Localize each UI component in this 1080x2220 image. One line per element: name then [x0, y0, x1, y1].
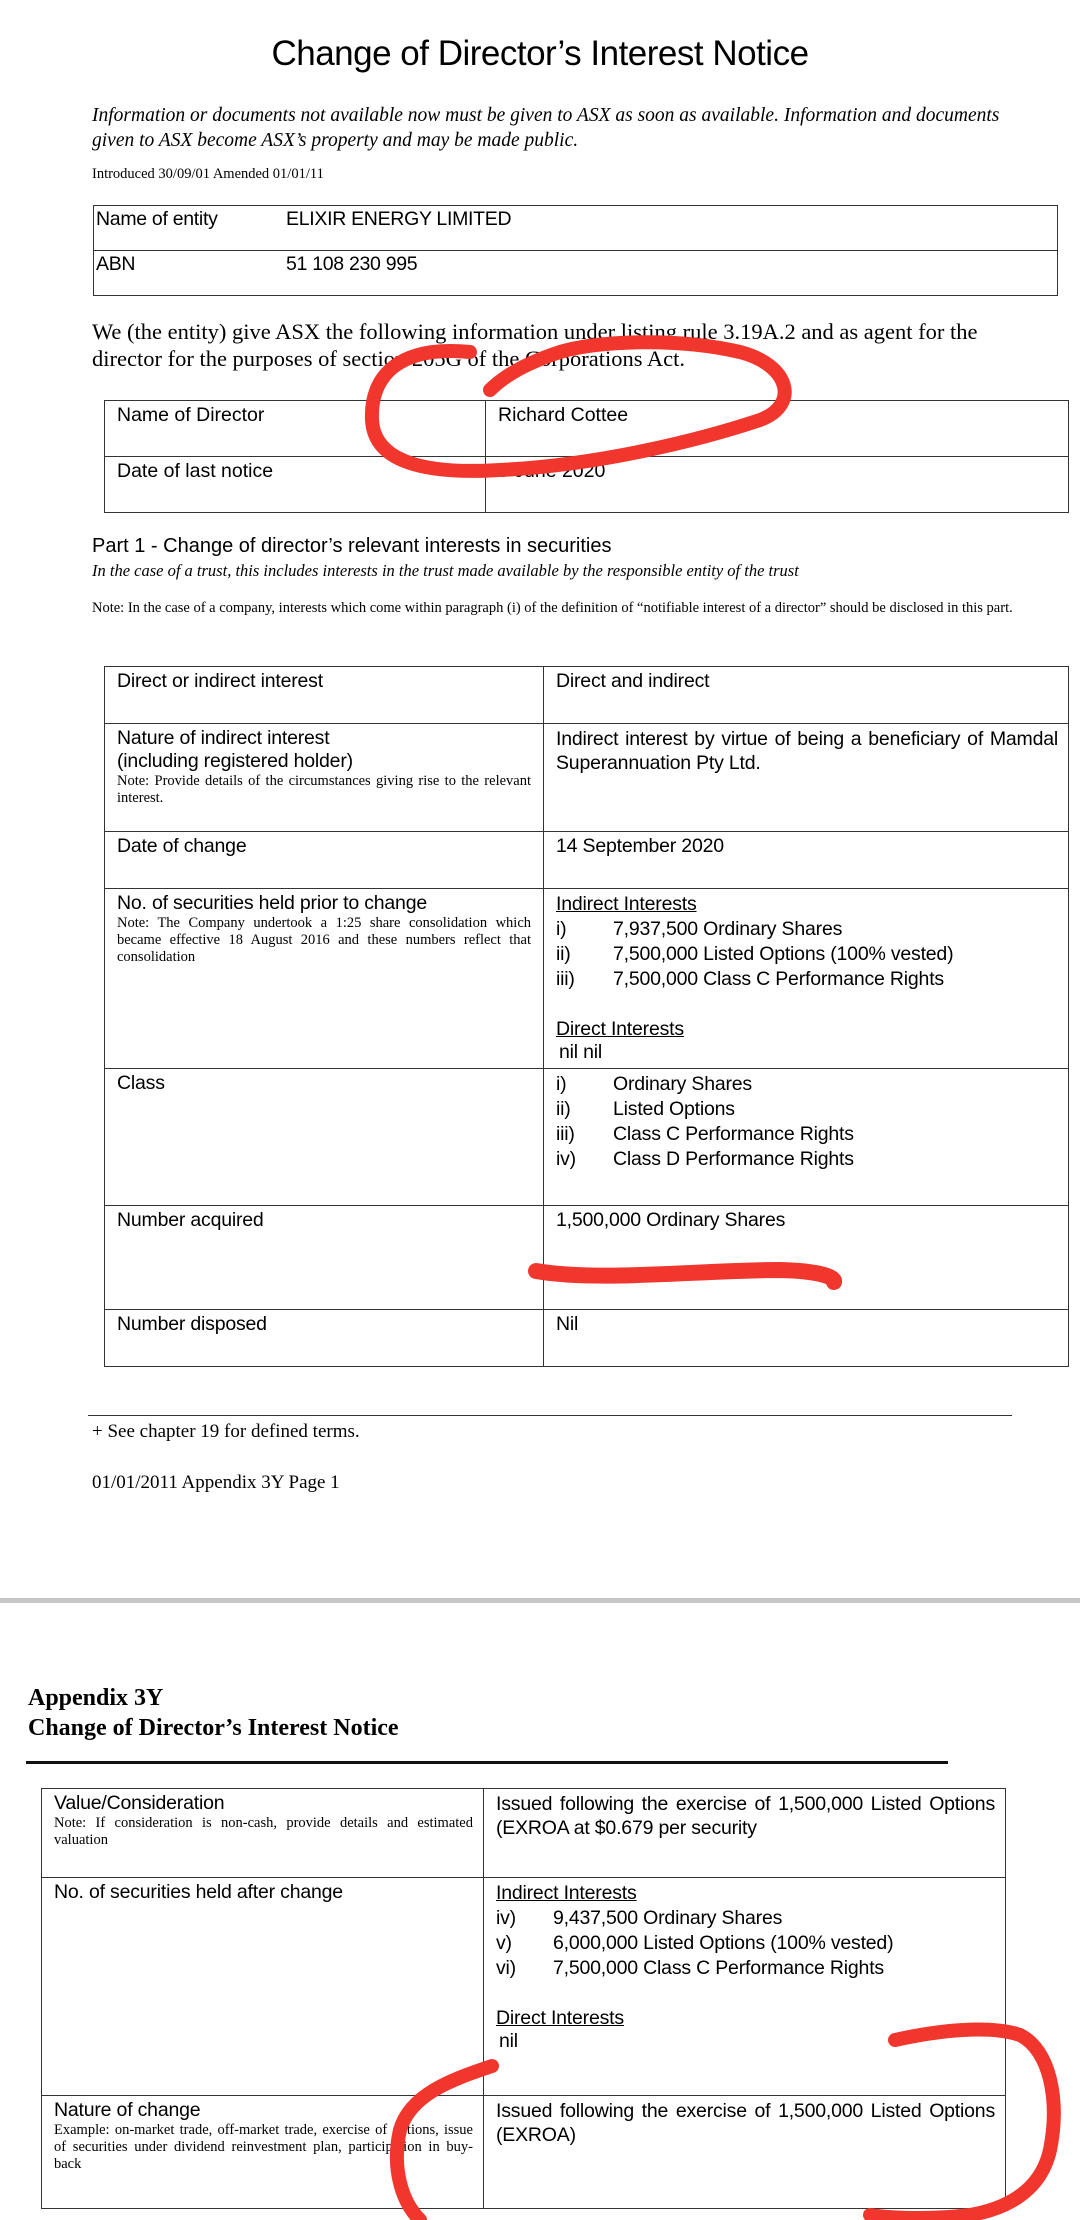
part1-subtitle: In the case of a trust, this includes interests in the trust made available by the responsible entity of the trust [92, 561, 799, 580]
entity-name-value: ELIXIR ENERGY LIMITED [286, 208, 512, 230]
prior-direct-heading: Direct Interests [556, 1018, 684, 1040]
list-item: iii) Class C Performance Rights [556, 1123, 854, 1145]
disposed-label: Number disposed [117, 1313, 267, 1335]
nature-indirect-note: Note: Provide details of the circumstances giving rise to the relevant interest. [117, 773, 531, 806]
page2-header-title: Change of Director’s Interest Notice [28, 1715, 399, 1741]
list-item: iv) Class D Performance Rights [556, 1148, 854, 1170]
last-notice-value: 5 June 2020 [498, 460, 606, 482]
nature-indirect-label-2: (including registered holder) [117, 750, 353, 772]
prior-cell [105, 889, 543, 969]
page2-header-appendix: Appendix 3Y [28, 1685, 164, 1711]
listing-rule-paragraph: We (the entity) give ASX the following information under listing rule 3.19A.2 and as agent for the director for the purposes of section 205G of the Corporations Act. [92, 319, 978, 371]
acquired-value: 1,500,000 Ordinary Shares [556, 1209, 786, 1231]
page2-header-rule [26, 1761, 948, 1764]
date-change-label: Date of change [117, 835, 247, 857]
list-item: vi) 7,500,000 Class C Performance Rights [496, 1957, 884, 1979]
footer-page: 01/01/2011 Appendix 3Y Page 1 [92, 1472, 340, 1493]
page-title: Change of Director’s Interest Notice [271, 34, 809, 73]
class-label: Class [117, 1072, 165, 1094]
direct-indirect-label: Direct or indirect interest [117, 670, 323, 692]
entity-name-row [94, 206, 1058, 251]
list-item: i) 7,937,500 Ordinary Shares [556, 918, 843, 940]
director-name-label: Name of Director [117, 404, 265, 426]
part1-title: Part 1 - Change of director’s relevant interests in securities [92, 535, 612, 557]
entity-table [93, 205, 1058, 296]
prior-note: Note: The Company undertook a 1:25 share consolidation which became effective 18 August 2016 and these numbers reflect that consolidation [117, 915, 531, 965]
nature-indirect-cell [105, 724, 543, 810]
prior-direct-value: nil nil [559, 1041, 603, 1063]
list-item: v) 6,000,000 Listed Options (100% vested) [496, 1932, 894, 1954]
prior-value-cell [544, 889, 1068, 1065]
interest-table-continued [41, 1788, 1006, 2209]
prior-label: No. of securities held prior to change [117, 892, 427, 914]
page-divider [0, 1598, 1080, 1603]
footer-terms: + See chapter 19 for defined terms. [92, 1421, 360, 1442]
after-label: No. of securities held after change [54, 1881, 343, 1903]
date-change-value: 14 September 2020 [556, 835, 724, 857]
abn-label: ABN [96, 253, 136, 275]
info-notice: Information or documents not available now must be given to ASX as soon as available. Information and documents given to ASX become ASX’s property and may be made public. [92, 105, 1000, 151]
list-item: iii) 7,500,000 Class C Performance Rights [556, 968, 944, 990]
director-table [104, 400, 1069, 513]
list-item: ii) 7,500,000 Listed Options (100% vested) [556, 943, 954, 965]
list-item: i) Ordinary Shares [556, 1073, 752, 1095]
last-notice-label: Date of last notice [117, 460, 274, 482]
after-direct-value: nil [499, 2030, 518, 2052]
class-value-cell [544, 1069, 1068, 1175]
nature-indirect-value: Indirect interest by virtue of being a beneficiary of Mamdal Superannuation Pty Ltd. [556, 728, 1058, 774]
director-name-value: Richard Cottee [498, 404, 629, 426]
acquired-label: Number acquired [117, 1209, 264, 1231]
value-cell [42, 1789, 483, 1852]
list-item: ii) Listed Options [556, 1098, 735, 1120]
interest-table [104, 666, 1069, 1367]
after-direct-heading: Direct Interests [496, 2007, 624, 2029]
abn-row [94, 251, 1058, 296]
nature-change-note: Example: on-market trade, off-market trade, exercise of options, issue of securities under dividend reinvestment plan, participation in buy-back [54, 2122, 473, 2172]
prior-indirect-heading: Indirect Interests [556, 893, 697, 915]
after-indirect-heading: Indirect Interests [496, 1882, 637, 1904]
footer-rule [88, 1415, 1012, 1416]
nature-change-value: Issued following the exercise of 1,500,000 Listed Options (EXROA) [496, 2100, 995, 2146]
part1-note: Note: In the case of a company, interests which come within paragraph (i) of the definition of “notifiable interest of a director” should be disclosed in this part. [92, 600, 1013, 616]
after-value-cell [484, 1878, 1005, 2054]
disposed-value: Nil [556, 1313, 579, 1335]
value-note: Note: If consideration is non-cash, provide details and estimated valuation [54, 1815, 473, 1848]
nature-change-label: Nature of change [54, 2099, 201, 2121]
value-label: Value/Consideration [54, 1792, 225, 1814]
nature-indirect-label: Nature of indirect interest [117, 727, 330, 749]
list-item: iv) 9,437,500 Ordinary Shares [496, 1907, 783, 1929]
page2-header [28, 1683, 399, 1743]
nature-change-cell [42, 2096, 483, 2176]
abn-value: 51 108 230 995 [286, 253, 418, 275]
entity-name-label: Name of entity [96, 208, 218, 230]
introduced-amended: Introduced 30/09/01 Amended 01/01/11 [92, 166, 324, 182]
value-value: Issued following the exercise of 1,500,000 Listed Options (EXROA at $0.679 per security [496, 1793, 995, 1839]
direct-indirect-value: Direct and indirect [556, 670, 710, 692]
